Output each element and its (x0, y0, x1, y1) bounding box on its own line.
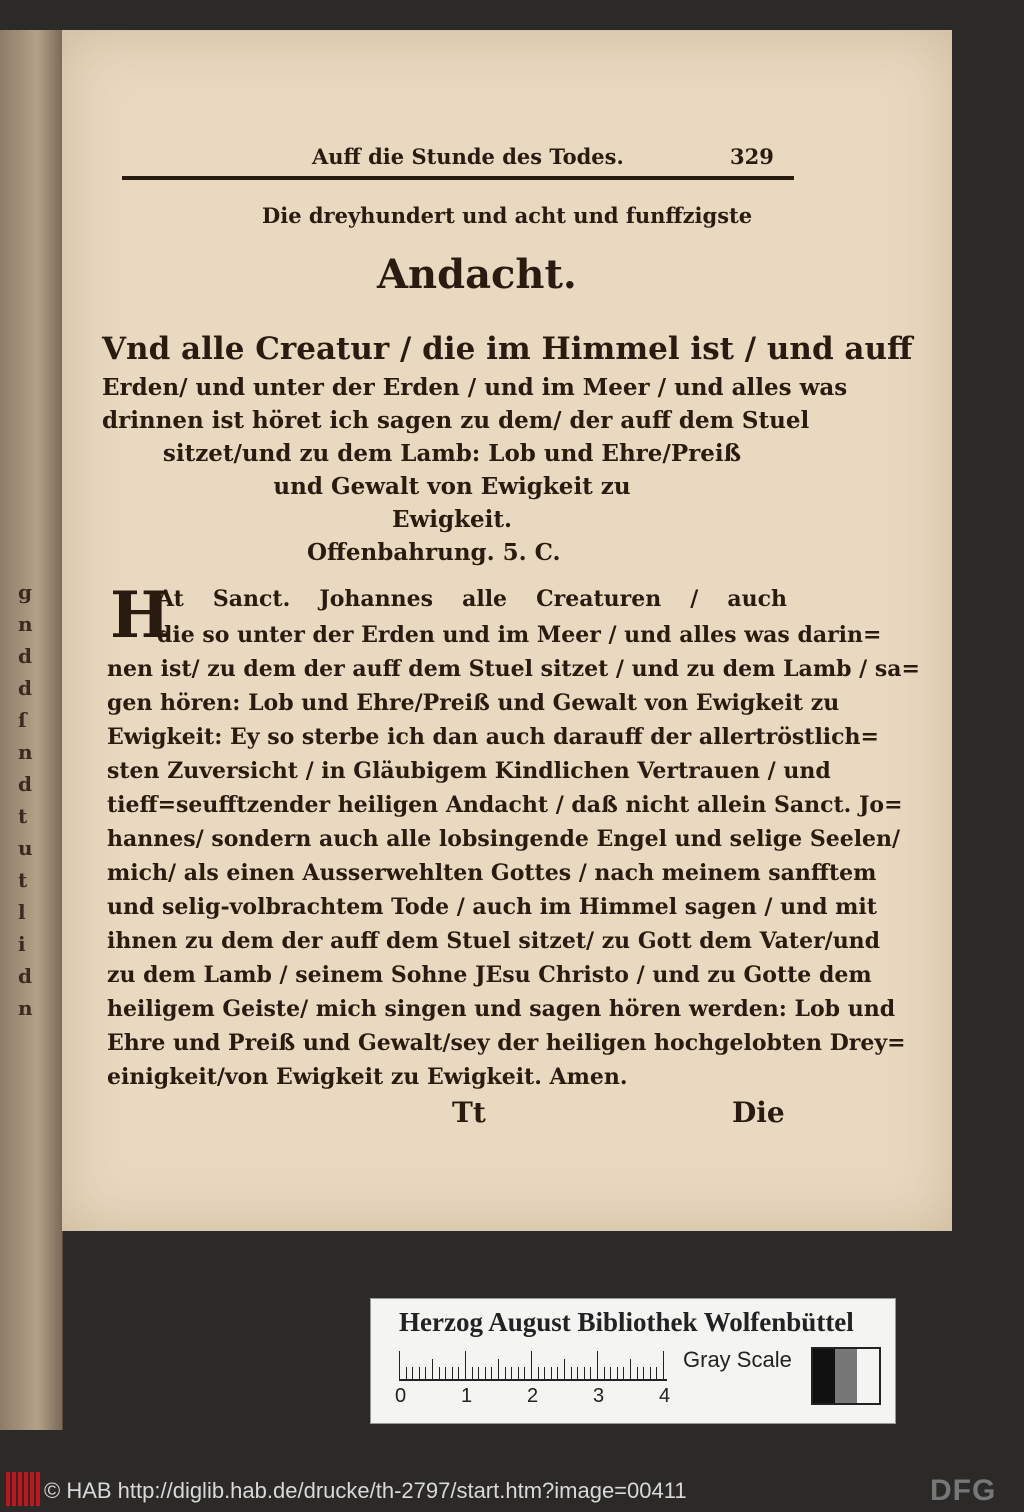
verse-line: Vnd alle Creatur / die im Himmel ist / und auff (102, 331, 913, 367)
ruler-number: 2 (527, 1385, 539, 1407)
body-line: At Sanct. Johannes alle Creaturen / auch (157, 586, 787, 612)
ruler-tick (432, 1359, 433, 1379)
ruler-tick (623, 1367, 624, 1379)
catchword: Die (732, 1096, 785, 1129)
ruler-number: 3 (593, 1385, 605, 1407)
verse-line: Ewigkeit. (391, 506, 513, 533)
body-line: nen ist/ zu dem der auff dem Stuel sitzet / und zu dem Lamb / sa= (107, 656, 920, 682)
ruler-tick (643, 1367, 644, 1379)
body-line: gen hören: Lob und Ehre/Preiß und Gewalt von Ewigkeit zu (107, 690, 840, 716)
ruler-tick (650, 1367, 651, 1379)
body-line: und selig-volbrachtem Tode / auch im Himmel sagen / und mit (107, 894, 877, 920)
facing-page-glyph: t (18, 868, 28, 892)
signature-mark: Tt (452, 1096, 486, 1129)
ruler-tick (399, 1351, 400, 1379)
ruler-tick (544, 1367, 545, 1379)
facing-page-glyph: d (18, 772, 32, 796)
ruler-tick (564, 1359, 565, 1379)
ruler-tick (498, 1359, 499, 1379)
ruler-number: 1 (461, 1385, 473, 1407)
ruler-tick (511, 1367, 512, 1379)
left-page-edge (0, 30, 63, 1430)
ruler-number: 4 (659, 1385, 671, 1407)
header-rule (122, 176, 794, 180)
ruler-tick (656, 1367, 657, 1379)
ruler-tick (538, 1367, 539, 1379)
ruler-tick (485, 1367, 486, 1379)
ruler-tick (571, 1367, 572, 1379)
ruler-tick (590, 1367, 591, 1379)
ruler-tick (531, 1351, 532, 1379)
scale-ruler (399, 1351, 667, 1381)
facing-page-glyph: l (18, 900, 26, 924)
page-number: 329 (730, 144, 774, 169)
facing-page-glyph: u (18, 836, 33, 860)
facing-page-glyph: d (18, 676, 32, 700)
drop-cap: H (110, 578, 171, 653)
ruler-tick (551, 1367, 552, 1379)
facing-page-glyph: g (18, 580, 32, 604)
gray-scale-swatches (811, 1347, 881, 1405)
swatch-gray (835, 1349, 857, 1403)
swatch-white (857, 1349, 879, 1403)
body-line: Ehre und Preiß und Gewalt/sey der heiligen hochgelobten Drey= (107, 1030, 906, 1056)
ruler-tick (597, 1351, 598, 1379)
ruler-tick (577, 1367, 578, 1379)
ruler-tick (637, 1367, 638, 1379)
ruler-tick (465, 1351, 466, 1379)
ruler-tick (584, 1367, 585, 1379)
gray-scale-label: Gray Scale (683, 1347, 792, 1372)
verse-line: und Gewalt von Ewigkeit zu (273, 473, 631, 500)
facing-page-glyph: d (18, 964, 32, 988)
body-line: hannes/ sondern auch alle lobsingende Engel und selige Seelen/ (107, 826, 901, 852)
book-page (62, 30, 952, 1231)
hab-logo-icon (6, 1472, 40, 1506)
ruler-tick (445, 1367, 446, 1379)
dfg-logo: DFG (930, 1474, 997, 1507)
verse-line: Erden/ und unter der Erden / und im Meer / und alles was (102, 374, 848, 401)
ruler-tick (663, 1351, 664, 1379)
ruler-tick (505, 1367, 506, 1379)
body-line: tieff=seufftzender heiligen Andacht / daß nicht allein Sanct. Jo= (107, 792, 903, 818)
body-line-last: einigkeit/von Ewigkeit zu Ewigkeit. Amen. (107, 1064, 628, 1090)
facing-page-glyph: ſ (18, 708, 27, 732)
ruler-tick (617, 1367, 618, 1379)
ruler-tick (491, 1367, 492, 1379)
ruler-tick (425, 1367, 426, 1379)
library-color-card (370, 1298, 896, 1424)
verse-line: drinnen ist höret ich sagen zu dem/ der auff dem Stuel (102, 407, 810, 434)
devotion-title: Andacht. (377, 251, 577, 298)
facing-page-glyph: d (18, 644, 32, 668)
facing-page-glyph: n (18, 612, 33, 636)
ruler-tick (472, 1367, 473, 1379)
body-line: die so unter der Erden und im Meer / und alles was darin= (157, 622, 882, 648)
facing-page-glyph: n (18, 740, 33, 764)
ruler-tick (630, 1359, 631, 1379)
body-line: mich/ als einen Ausserwehlten Gottes / nach meinem sanfftem (107, 860, 877, 886)
verse-line: sitzet/und zu dem Lamb: Lob und Ehre/Preiß (162, 440, 742, 467)
facing-page-glyph: i (18, 932, 26, 956)
ruler-tick (439, 1367, 440, 1379)
footer-credit-link[interactable]: © HAB http://diglib.hab.de/drucke/th-2797/start.htm?image=00411 (44, 1478, 687, 1503)
body-line: sten Zuversicht / in Gläubigem Kindlichen Vertrauen / und (107, 758, 831, 784)
facing-page-glyph: n (18, 996, 33, 1020)
body-line: Ewigkeit: Ey so sterbe ich dan auch darauff der allertröstlich= (107, 724, 879, 750)
body-line: zu dem Lamb / seinem Sohne JEsu Christo / und zu Gotte dem (107, 962, 872, 988)
devotion-subtitle: Die dreyhundert und acht und funffzigste (262, 203, 753, 228)
scripture-reference: Offenbahrung. 5. C. (307, 539, 561, 566)
ruler-tick (419, 1367, 420, 1379)
ruler-tick (412, 1367, 413, 1379)
running-head: Auff die Stunde des Todes. (312, 144, 624, 169)
ruler-number: 0 (395, 1385, 407, 1407)
ruler-tick (518, 1367, 519, 1379)
library-name: Herzog August Bibliothek Wolfenbüttel (399, 1307, 854, 1337)
body-line: heiligem Geiste/ mich singen und sagen hören werden: Lob und (107, 996, 896, 1022)
ruler-tick (557, 1367, 558, 1379)
ruler-tick (524, 1367, 525, 1379)
ruler-tick (406, 1367, 407, 1379)
swatch-black (813, 1349, 835, 1403)
ruler-tick (478, 1367, 479, 1379)
ruler-tick (610, 1367, 611, 1379)
ruler-tick (604, 1367, 605, 1379)
facing-page-glyph: t (18, 804, 28, 828)
body-line: ihnen zu dem der auff dem Stuel sitzet/ zu Gott dem Vater/und (107, 928, 881, 954)
ruler-tick (458, 1367, 459, 1379)
ruler-tick (452, 1367, 453, 1379)
